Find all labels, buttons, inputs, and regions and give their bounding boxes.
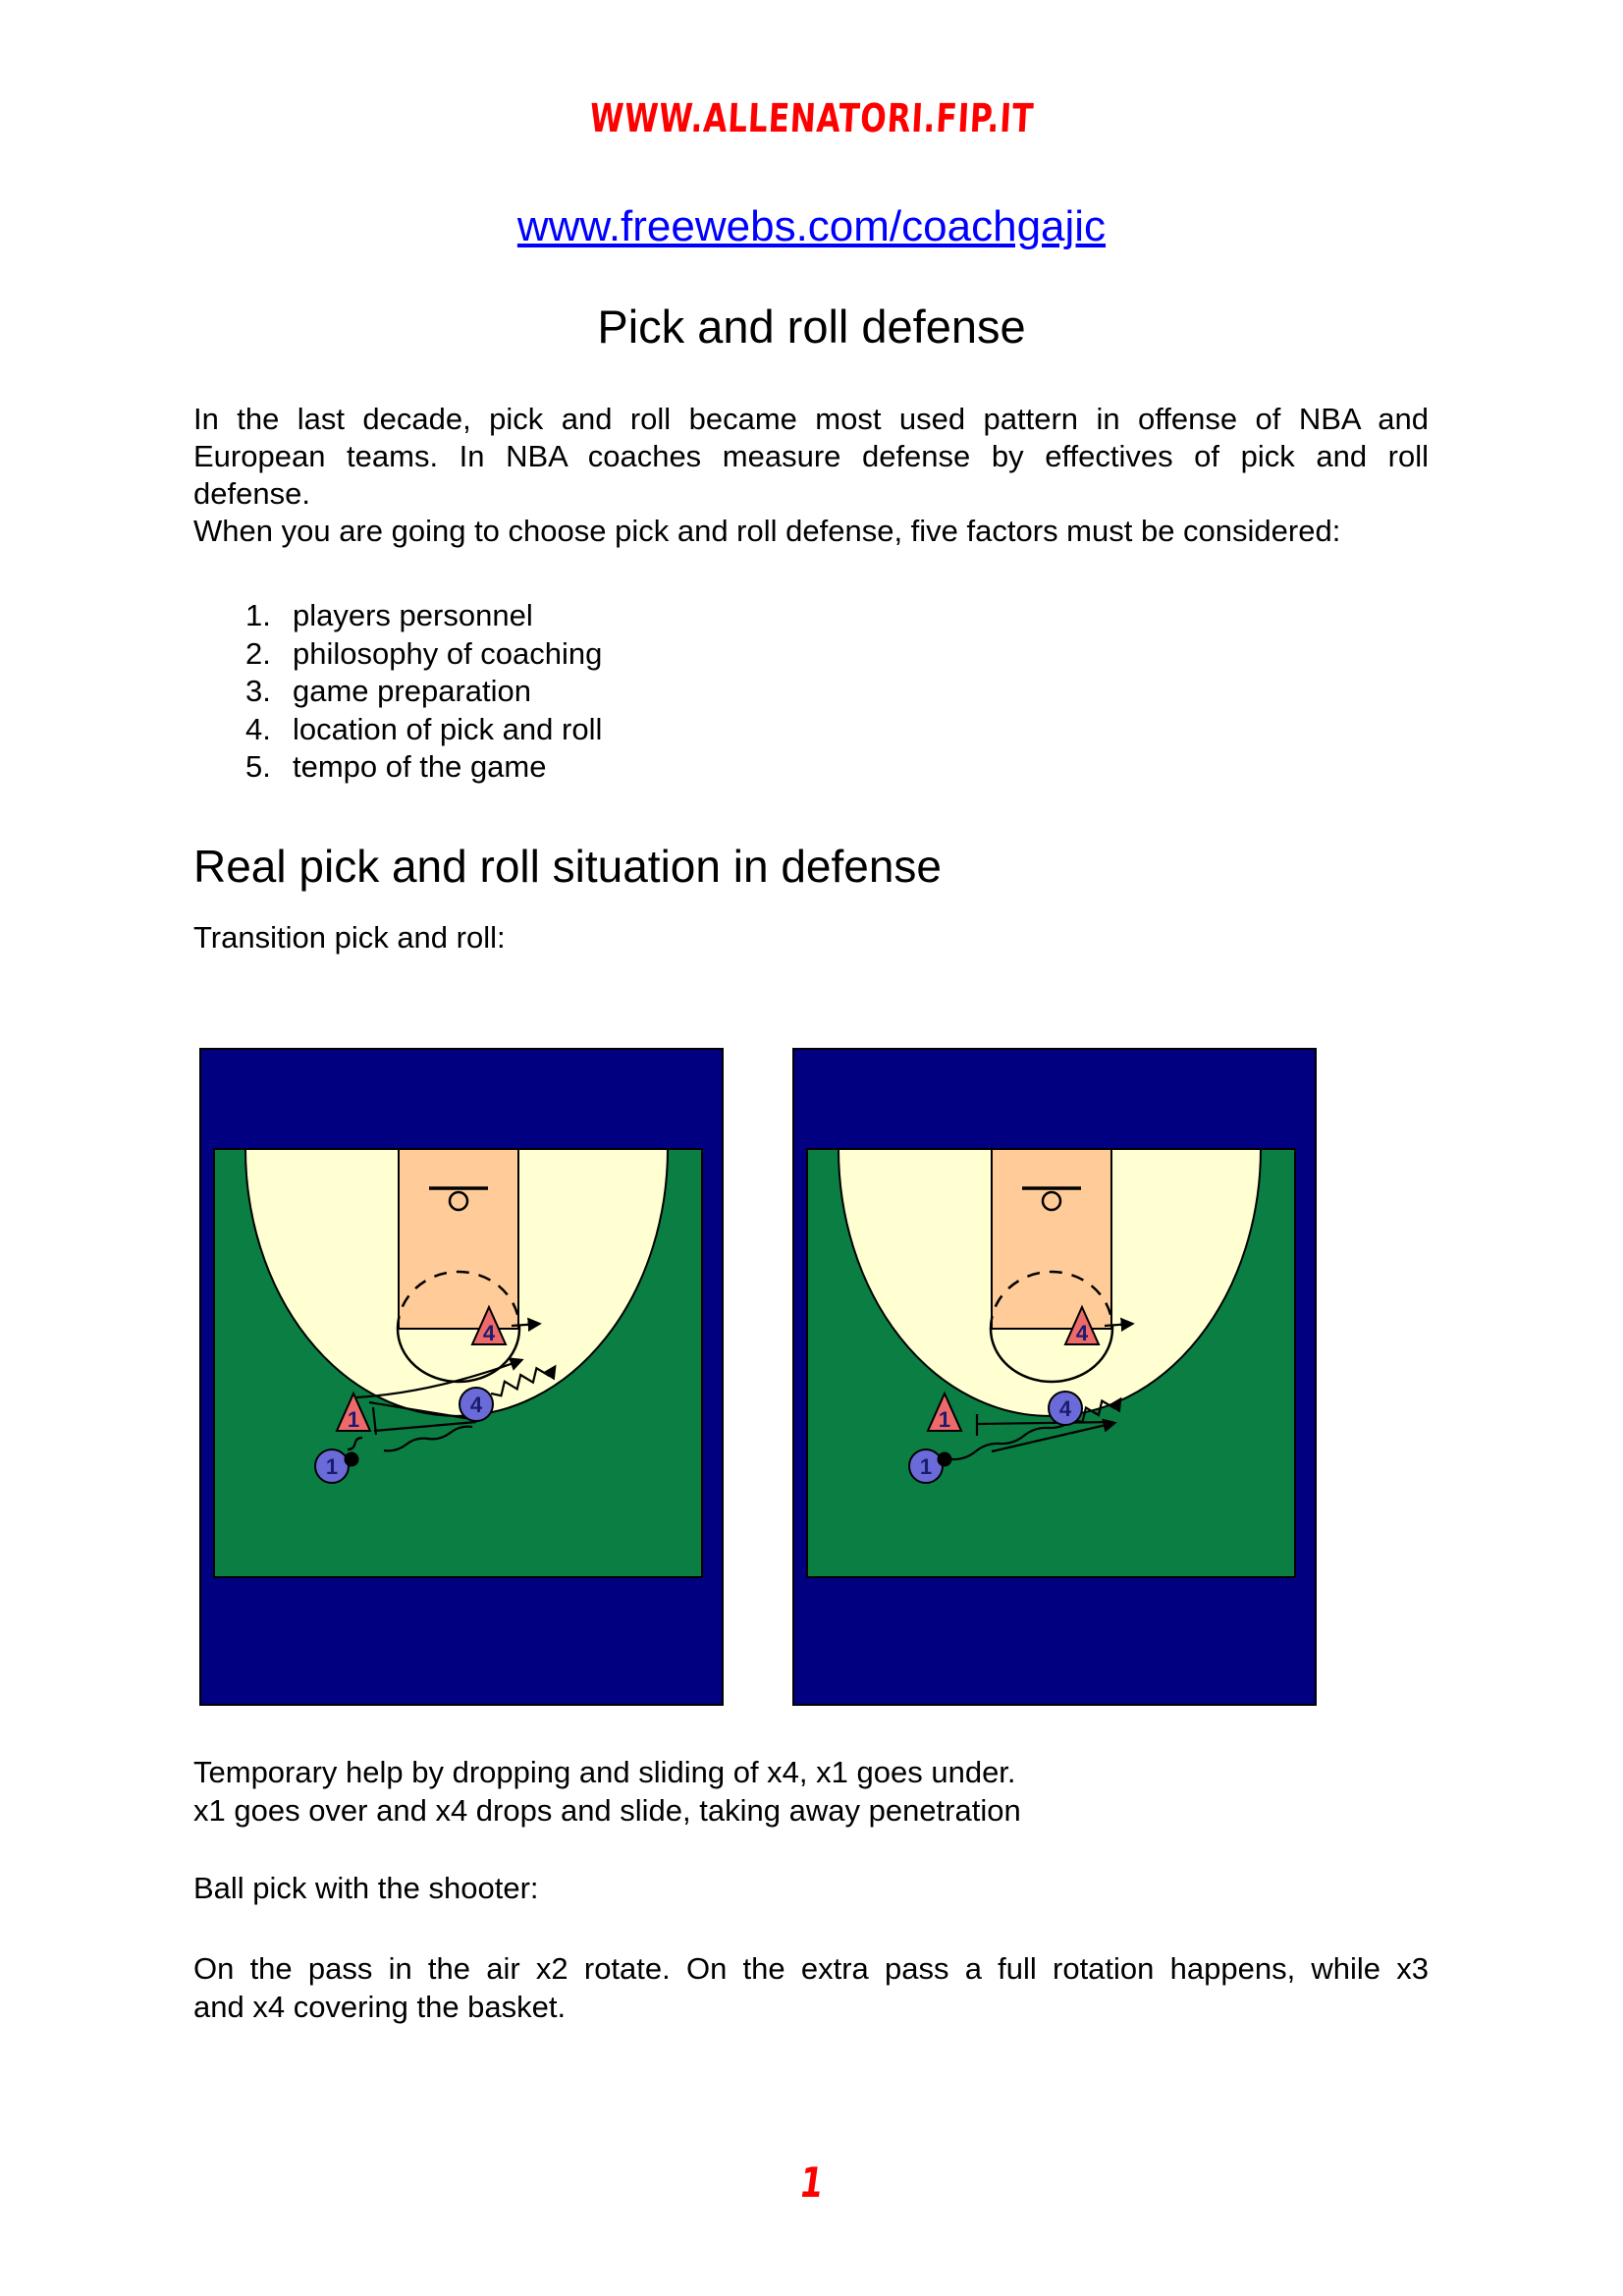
section-heading: Real pick and roll situation in defense — [193, 841, 943, 892]
list-number: 4. — [245, 711, 271, 746]
text-line: In the last decade, pick and roll became most used pattern in offense of NBA and — [193, 402, 1429, 436]
page-number-text: 1 — [796, 2159, 827, 2207]
ball-icon — [939, 1453, 951, 1466]
player-number: 4 — [1058, 1396, 1072, 1421]
text-line: and x4 covering the basket. — [193, 1990, 567, 2024]
player-number: 4 — [1075, 1321, 1089, 1345]
site-header — [0, 96, 1623, 141]
court-background — [793, 1049, 1316, 1705]
list-number: 1. — [245, 598, 271, 632]
list-text: philosophy of coaching — [293, 635, 603, 671]
list-text: tempo of the game — [293, 749, 547, 784]
lane — [992, 1149, 1111, 1329]
factors-list — [193, 597, 1429, 787]
court-diagram-right-svg — [792, 1048, 1317, 1706]
freewebs-link[interactable]: www.freewebs.com/coachgajic — [516, 202, 1107, 250]
page-number — [0, 2159, 1623, 2207]
ball-pick-label: Ball pick with the shooter: — [193, 1871, 539, 1905]
diagram-caption — [193, 1753, 1429, 1830]
ball-icon — [346, 1453, 358, 1466]
page-title: Pick and roll defense — [597, 301, 1026, 353]
court-diagram-left-svg — [199, 1048, 724, 1706]
list-item — [193, 673, 1429, 711]
court-diagram-left — [199, 1048, 724, 1706]
text-line: On the pass in the air x2 rotate. On the extra pass a full rotation happens, while x3 — [193, 1951, 1429, 1986]
player-number: 4 — [469, 1393, 483, 1417]
player-number: 1 — [938, 1407, 951, 1432]
court-background — [200, 1049, 723, 1705]
intro-paragraph — [193, 401, 1429, 550]
list-text: location of pick and roll — [293, 711, 603, 746]
player-number: 1 — [325, 1454, 339, 1479]
list-number: 2. — [245, 635, 271, 671]
text-line: When you are going to choose pick and roll defense, five factors must be considered: — [193, 514, 1341, 548]
list-item — [193, 711, 1429, 749]
freewebs-link-row — [0, 202, 1623, 251]
list-item — [193, 635, 1429, 674]
text-line: defense. — [193, 476, 310, 511]
list-text: players personnel — [293, 598, 533, 632]
text-line: Temporary help by dropping and sliding of x4, x1 goes under. — [193, 1755, 1016, 1789]
transition-label: Transition pick and roll: — [193, 920, 506, 955]
player-number: 1 — [347, 1407, 360, 1432]
lane — [399, 1149, 518, 1329]
text-line: x1 goes over and x4 drops and slide, taking away penetration — [193, 1793, 1021, 1828]
site-header-text: WWW.ALLENATORI.FIP.IT — [588, 96, 1035, 141]
court-diagram-right — [792, 1048, 1317, 1706]
player-number: 4 — [482, 1321, 496, 1345]
list-item — [193, 748, 1429, 787]
list-number: 5. — [245, 749, 271, 784]
text-line: European teams. In NBA coaches measure defense by effectives of pick and roll — [193, 439, 1429, 473]
list-text: game preparation — [293, 674, 531, 708]
list-item — [193, 597, 1429, 635]
list-number: 3. — [245, 674, 271, 708]
rotation-paragraph — [193, 1949, 1429, 2026]
player-number: 1 — [919, 1454, 933, 1479]
